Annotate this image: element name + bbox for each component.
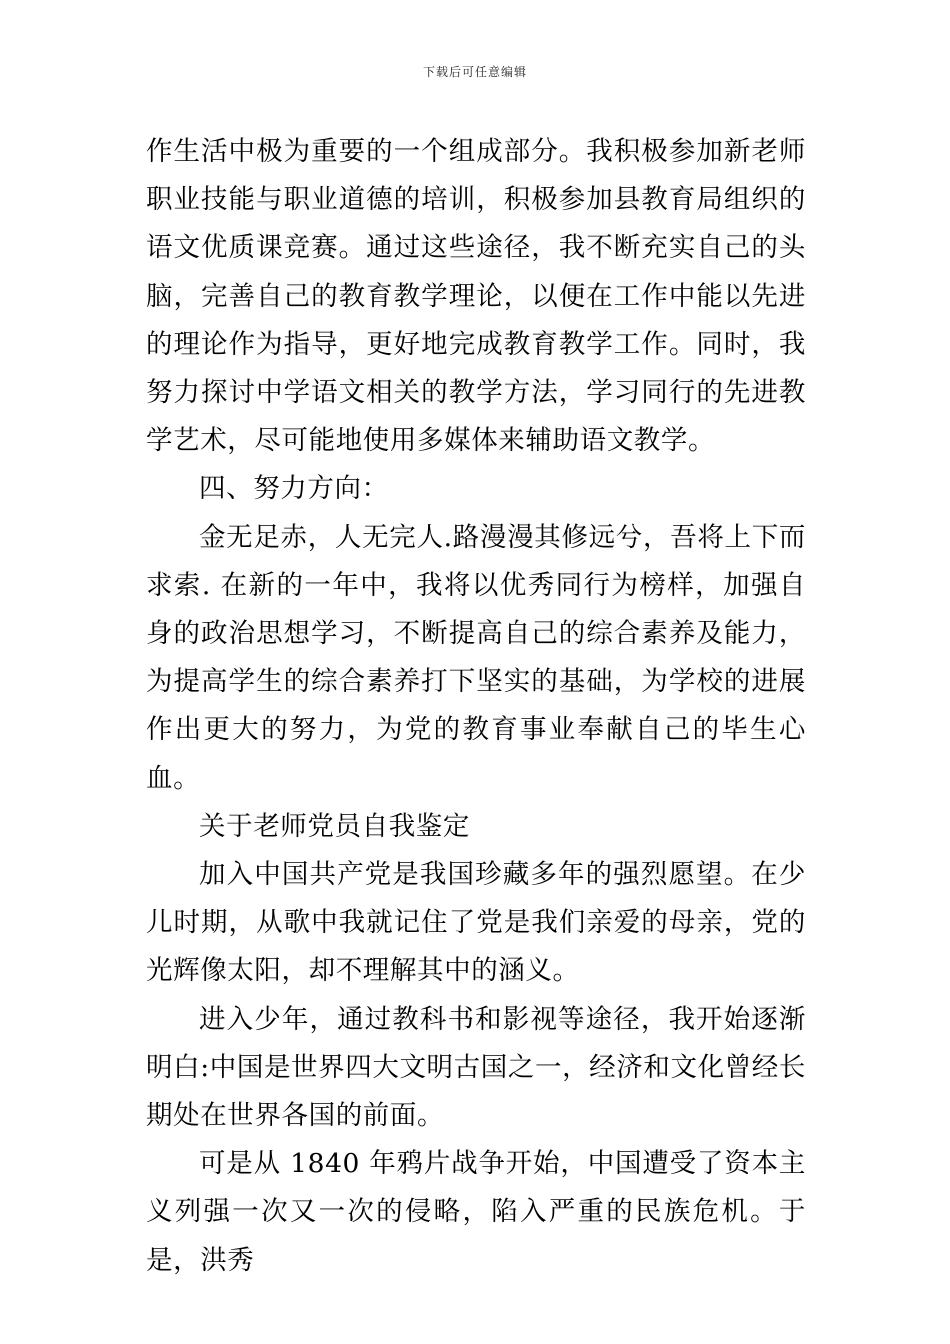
paragraph-1: 作生活中极为重要的一个组成部分。我积极参加新老师职业技能与职业道德的培训，积极参加县教育局组织的语文优质课竞赛。通过这些途径，我不断充实自己的头脑，完善自己的教育教学理论，以便在工作中能以先进的理论作为指导，更好地完成教育教学工作。同时，我努力探讨中学语文相关的教学方法，学习同行的先进教学艺术，尽可能地使用多媒体来辅助语文教学。 xyxy=(146,136,806,457)
paragraph-7: 可是从 1840 年鸦片战争开始，中国遭受了资本主义列强一次又一次的侵略，陷入严重的民族危机。于是，洪秀 xyxy=(146,1148,806,1276)
document-body xyxy=(146,128,806,1285)
paragraph-6: 进入少年，通过教科书和影视等途径，我开始逐渐明白:中国是世界四大文明古国之一，经济和文化曾经长期处在世界各国的前面。 xyxy=(146,1003,806,1132)
paragraph-5: 加入中国共产党是我国珍藏多年的强烈愿望。在少儿时期，从歌中我就记住了党是我们亲爱的母亲，党的光辉像太阳，却不理解其中的涵义。 xyxy=(146,859,806,987)
paragraph-2-section-heading: 四、努力方向： xyxy=(199,473,389,505)
page-header: 下载后可任意编辑 xyxy=(422,65,527,79)
paragraph-3: 金无足赤，人无完人.路漫漫其修远兮，吾将上下而求索. 在新的一年中，我将以优秀同行为榜样，加强自身的政治思想学习，不断提高自己的综合素养及能力，为提高学生的综合素养打下坚实的基础，为学校的进展作出更大的努力，为党的教育事业奉献自己的毕生心血。 xyxy=(146,521,806,794)
paragraph-4-title: 关于老师党员自我鉴定 xyxy=(199,810,470,842)
